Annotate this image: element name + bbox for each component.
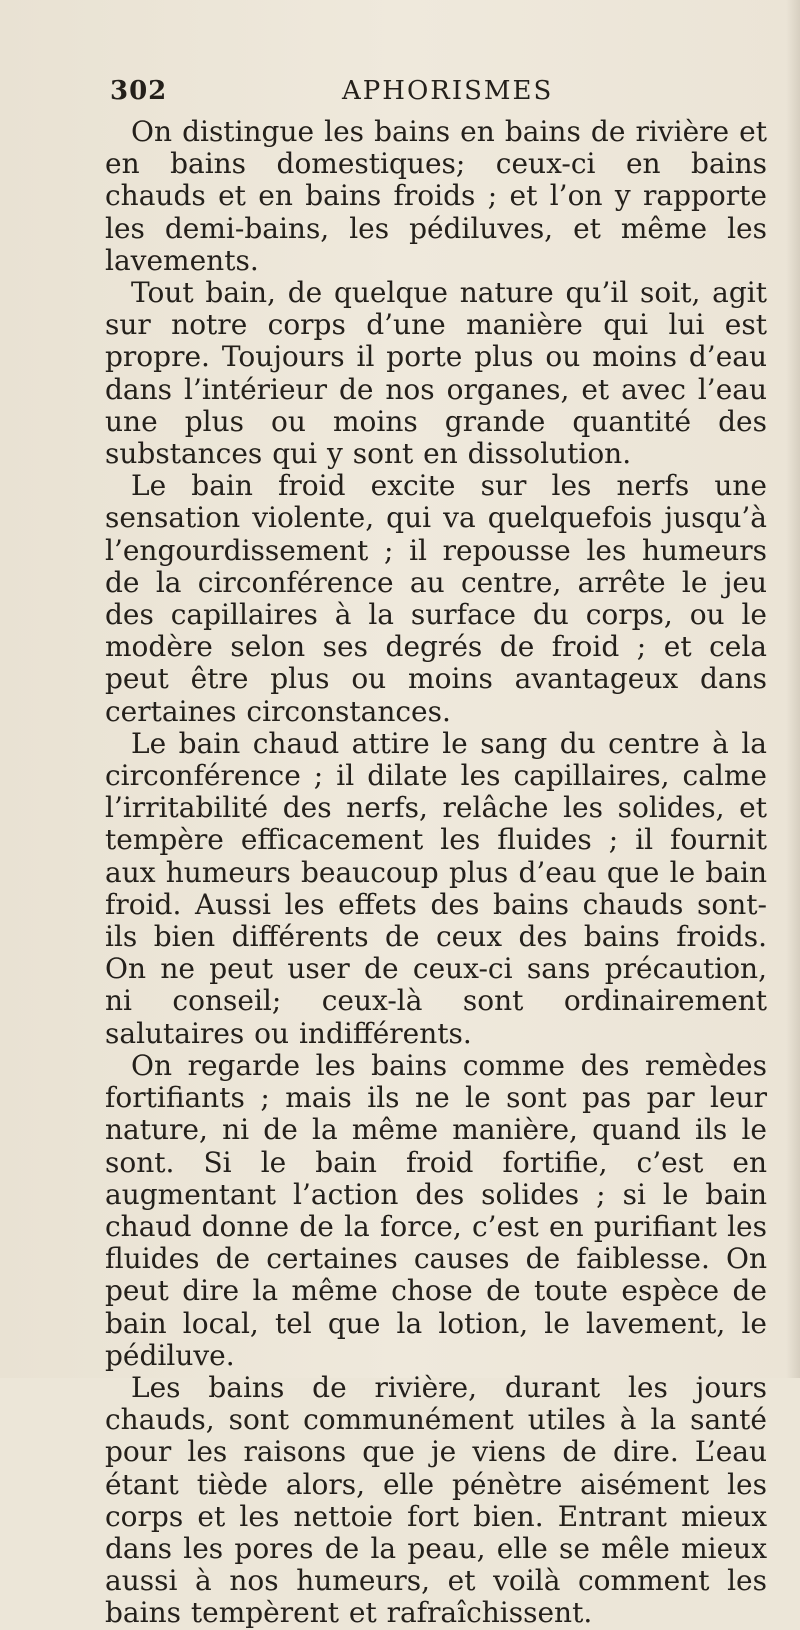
page-edge-shadow [786,0,800,1378]
paragraph-6: Les bains de rivière, durant les jours chauds, sont communément utiles à la santé pour les raisons que je viens de dire. L’eau étant tiède alors, elle pénètre aisément les corps et les nettoie fort bien. Entrant mieux dans les pores de la peau, elle se mêle mieux aussi à nos humeurs, et voilà comment les bains tempèrent et rafraîchissent. [105,1370,767,1630]
paragraph-1: On distingue les bains en bains de rivière et en bains domestiques; ceux-ci en bains chauds et en bains froids ; et l’on y rapporte les demi-bains, les pédiluves, et même les lavements. [105,115,767,277]
paragraph-3: Le bain froid excite sur les nerfs une sensation violente, qui va quelquefois jusqu’à l’engourdissement ; il repousse les humeurs de la circonférence au centre, arrête le jeu des capillaires à la surface du corps, ou le modère selon ses degrés de froid ; et cela peut être plus ou moins avantageux dans certaines circonstances. [105,469,767,728]
page-number: 302 [110,76,168,106]
paragraph-2: Tout bain, de quelque nature qu’il soit, agit sur notre corps d’une manière qui lui est propre. Toujours il porte plus ou moins d’eau dans l’intérieur de nos organes, et avec l’eau une plus ou moins grande quantité des substances qui y sont en dissolution. [105,276,767,471]
paragraph-5: On regarde les bains comme des remèdes fortifiants ; mais ils ne le sont pas par leur nature, ni de la même manière, quand ils le sont. Si le bain froid fortifie, c’est en augmentant l’action des solides ; si le bain chaud donne de la force, c’est en purifiant les fluides de certaines causes de faiblesse. On peut dire la même chose de toute espèce de bain local, tel que la lotion, le lavement, le pédiluve. [105,1048,767,1372]
paragraph-4: Le bain chaud attire le sang du centre à la circonférence ; il dilate les capillaires, calme l’irritabilité des nerfs, relâche les solides, et tempère efficacement les fluides ; il fournit aux humeurs beaucoup plus d’eau que le bain froid. Aussi les effets des bains chauds sont-ils bien différents de ceux des bains froids. On ne peut user de ceux-ci sans précaution, ni conseil; ceux-là sont ordinairement salutaires ou indifférents. [105,726,767,1050]
running-head-title: APHORISMES [342,76,554,106]
page-header [110,76,690,116]
body-text [105,116,767,1630]
